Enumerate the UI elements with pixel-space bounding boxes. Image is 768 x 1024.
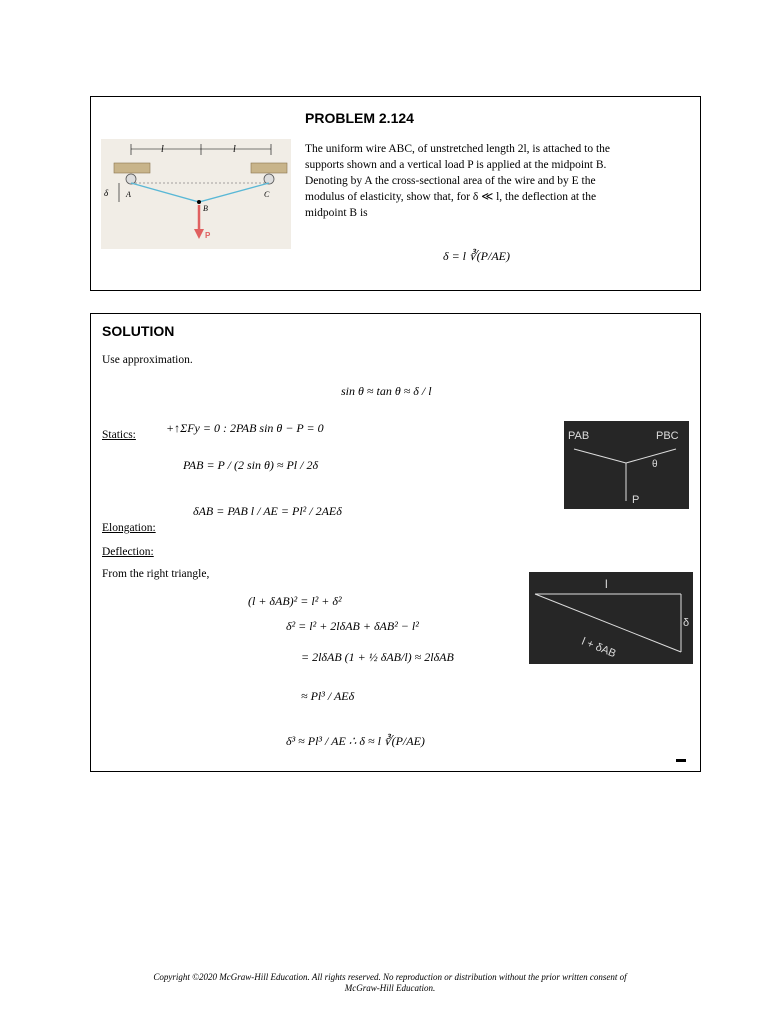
equation-5: δ³ ≈ Pl³ / AE ∴ δ ≈ l ∛(P/AE)	[286, 734, 425, 748]
label-l-left: l	[161, 144, 164, 155]
sketch-free-body	[564, 421, 689, 509]
sketch-free-body-drawing	[564, 421, 689, 509]
equation-2: δ² = l² + 2lδAB + δAB² − l²	[286, 619, 419, 633]
sketch2-label: δ	[683, 617, 690, 629]
problem-line: supports shown and a vertical load P is applied at the midpoint B.	[305, 159, 607, 171]
label-delta: δ	[104, 188, 109, 198]
footer-line: McGraw-Hill Education.	[344, 983, 436, 993]
deflection-label: Deflection:	[102, 546, 154, 558]
solution-box	[90, 313, 701, 772]
sketch-right-triangle	[529, 572, 693, 664]
sketch1-label: P	[632, 494, 640, 506]
footer-line: Copyright ©2020 McGraw-Hill Education. All rights reserved. No reproduction or distribution without the prior written consent of	[153, 972, 627, 982]
sketch1-label: PAB	[568, 430, 590, 442]
problem-line: Denoting by A the cross-sectional area of the wire and by E the	[305, 175, 596, 187]
problem-line: The uniform wire ABC, of unstretched length 2l, is attached to the	[305, 143, 610, 155]
approx-equation: sin θ ≈ tan θ ≈ δ / l	[341, 384, 432, 398]
sketch1-label: PBC	[656, 430, 679, 442]
statics-equation: +↑ΣFy = 0 : 2PAB sin θ − P = 0	[166, 421, 324, 435]
sketch2-label: l + δAB	[579, 635, 618, 661]
copyright-footer	[100, 972, 680, 994]
sketch2-label: l	[605, 577, 608, 591]
problem-figure	[101, 139, 291, 249]
problem-statement	[305, 141, 686, 221]
problem-line: midpoint B is	[305, 207, 368, 219]
problem-heading: PROBLEM 2.124	[305, 110, 414, 126]
elongation-label: Elongation:	[102, 522, 156, 534]
equation-1: (l + δAB)² = l² + δ²	[248, 594, 342, 608]
end-mark: ▬	[676, 754, 686, 765]
label-c: C	[264, 190, 270, 199]
equation-3: = 2lδAB (1 + ½ δAB/l) ≈ 2lδAB	[301, 650, 454, 664]
label-p: P	[205, 231, 211, 240]
label-l-right: l	[233, 144, 236, 155]
pab-equation: PAB = P / (2 sin θ) ≈ Pl / 2δ	[183, 458, 319, 472]
statics-label: Statics:	[102, 429, 136, 441]
result-equation: δ = l ∛(P/AE)	[443, 249, 510, 263]
intro-text: Use approximation.	[102, 354, 193, 366]
support-right	[251, 163, 287, 173]
label-b: B	[203, 204, 208, 213]
equation-4: ≈ Pl³ / AEδ	[301, 689, 355, 703]
label-a: A	[126, 190, 131, 199]
problem-line: modulus of elasticity, show that, for δ ≪ l, the deflection at the	[305, 191, 597, 203]
sketch-right-triangle-drawing	[529, 572, 693, 664]
solution-heading: SOLUTION	[102, 323, 175, 339]
triangle-text: From the right triangle,	[102, 568, 210, 580]
sketch1-label: θ	[652, 459, 658, 470]
problem-box	[90, 96, 701, 291]
delta-ab-equation: δAB = PAB l / AE = Pl² / 2AEδ	[193, 504, 342, 518]
support-left	[114, 163, 150, 173]
